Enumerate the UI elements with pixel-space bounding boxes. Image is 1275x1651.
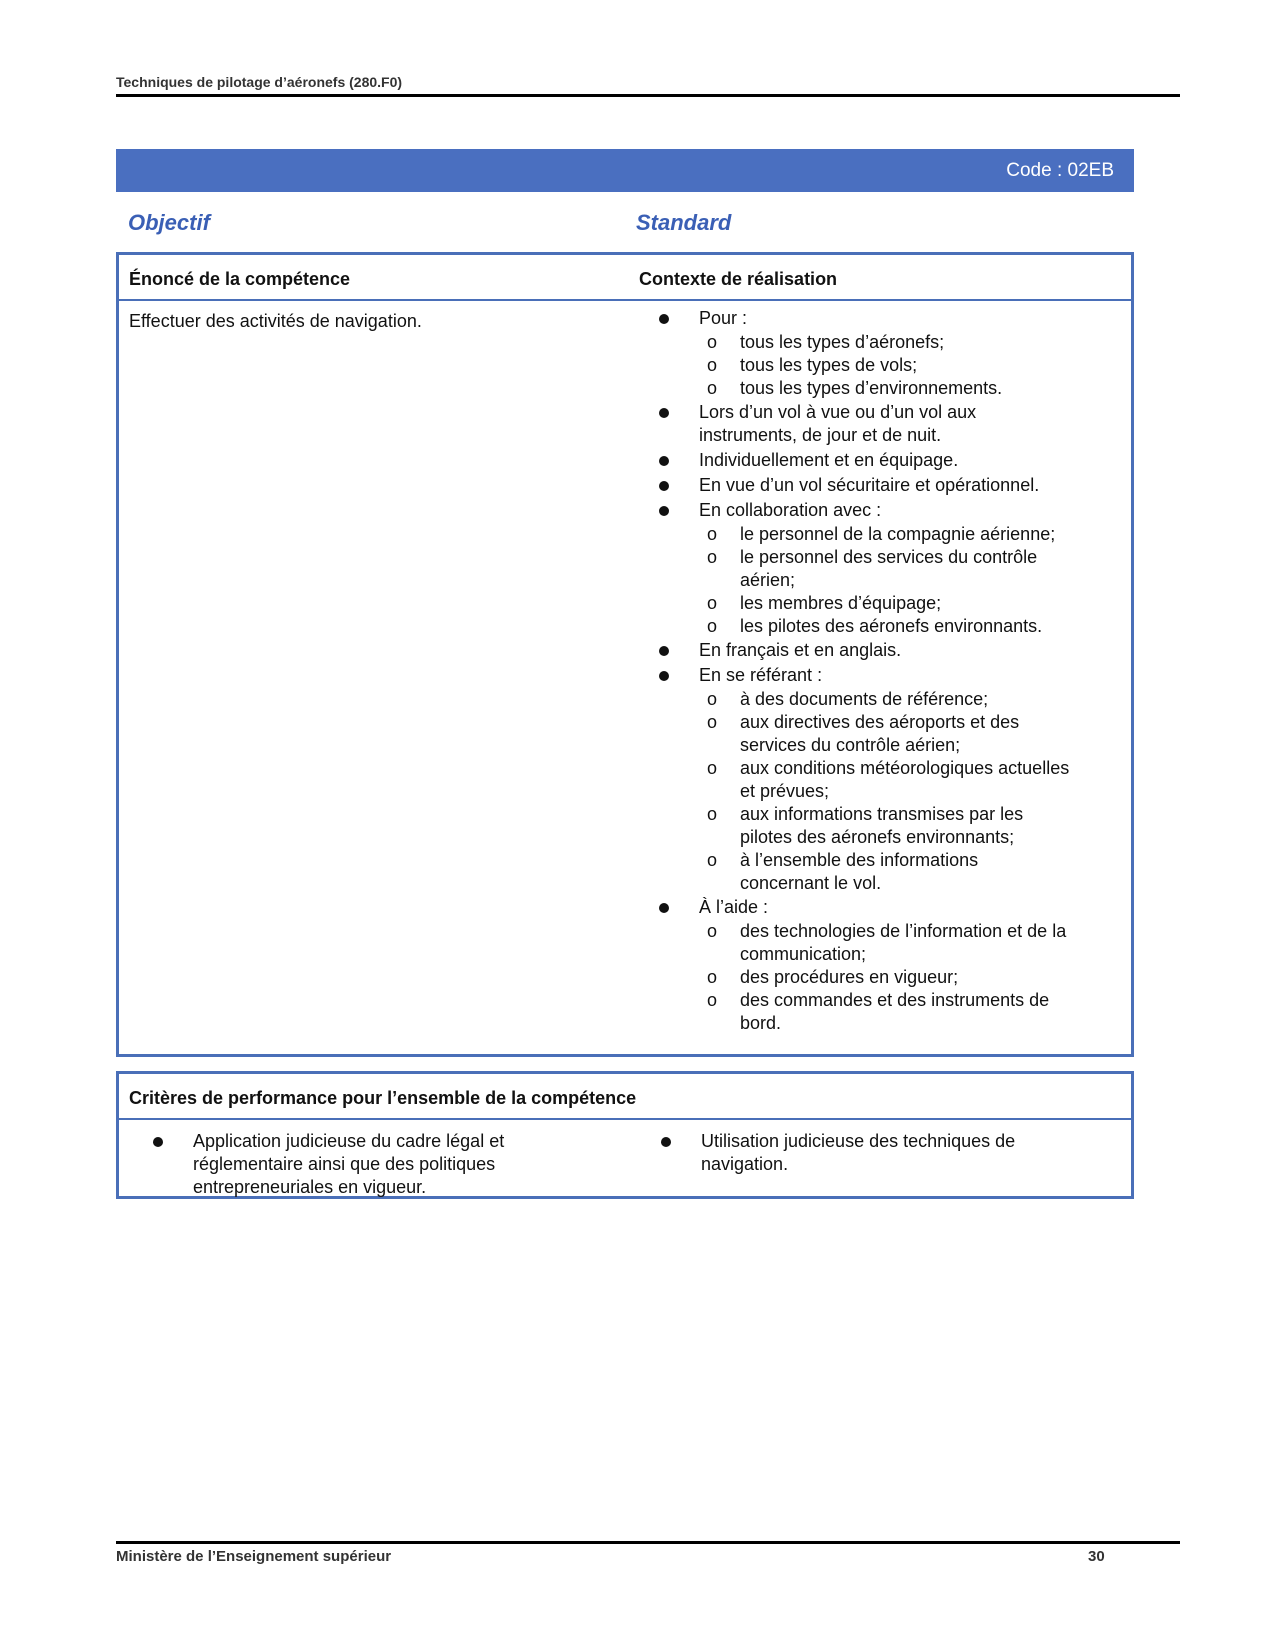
contexte-subitem: des procédures en vigueur; <box>740 967 959 987</box>
footer-rule <box>116 1541 1180 1544</box>
contexte-subitem: bord. <box>740 1013 782 1033</box>
enonce-text: Effectuer des activités de navigation. <box>129 311 422 331</box>
contexte-subitem: tous les types d’environnements. <box>740 378 1003 398</box>
criteres-header-row <box>119 1074 1131 1120</box>
sub-bullet-icon: o <box>707 689 718 709</box>
critere-right-text <box>701 1130 1015 1176</box>
objectif-heading: Objectif <box>128 210 210 235</box>
contexte-subitem: communication; <box>740 944 867 964</box>
contexte-item: Pour : <box>699 308 748 328</box>
sub-bullet-icon: o <box>707 967 718 987</box>
bullet-icon <box>153 1137 163 1147</box>
contexte-subitem: à des documents de référence; <box>740 689 989 709</box>
critere-line: réglementaire ainsi que des politiques <box>193 1154 496 1174</box>
competence-header-row <box>119 255 1131 301</box>
bullet-icon <box>661 1137 671 1147</box>
sub-bullet-icon: o <box>707 712 718 732</box>
critere-line: Utilisation judicieuse des techniques de <box>701 1131 1016 1151</box>
sub-bullet-icon: o <box>707 990 718 1010</box>
sub-bullet-icon: o <box>707 524 718 544</box>
contexte-subitem: les membres d’équipage; <box>740 593 942 613</box>
bullet-icon <box>659 481 669 491</box>
criteres-header: Critères de performance pour l’ensemble de la compétence <box>129 1088 637 1108</box>
contexte-subitem: pilotes des aéronefs environnants; <box>740 827 1015 847</box>
competency-code: Code : 02EB <box>1006 160 1114 181</box>
sub-bullet-icon: o <box>707 593 718 613</box>
contexte-item: En collaboration avec : <box>699 500 882 520</box>
contexte-item: En français et en anglais. <box>699 640 902 660</box>
page-number: 30 <box>1088 1548 1105 1565</box>
header-rule <box>116 94 1180 97</box>
contexte-subitem: aux conditions météorologiques actuelles <box>740 758 1070 778</box>
contexte-subitem: aux directives des aéroports et des <box>740 712 1020 732</box>
contexte-subitem: concernant le vol. <box>740 873 882 893</box>
bullet-icon <box>659 506 669 516</box>
contexte-subitem: tous les types de vols; <box>740 355 918 375</box>
bullet-icon <box>659 456 669 466</box>
contexte-subitem: le personnel de la compagnie aérienne; <box>740 524 1056 544</box>
bullet-icon <box>659 408 669 418</box>
sub-bullet-icon: o <box>707 850 718 870</box>
contexte-subitem: services du contrôle aérien; <box>740 735 961 755</box>
sub-bullet-icon: o <box>707 378 718 398</box>
contexte-subitem: aux informations transmises par les <box>740 804 1024 824</box>
contexte-item: En vue d’un vol sécuritaire et opérationnel. <box>699 475 1040 495</box>
competence-table <box>116 252 1134 1057</box>
sub-bullet-icon: o <box>707 547 718 567</box>
document-header: Techniques de pilotage d’aéronefs (280.F0) <box>116 74 403 90</box>
critere-line: Application judicieuse du cadre légal et <box>193 1131 505 1151</box>
contexte-header: Contexte de réalisation <box>639 269 838 289</box>
bullet-icon <box>659 314 669 324</box>
enonce-header: Énoncé de la compétence <box>129 269 351 289</box>
sub-bullet-icon: o <box>707 332 718 352</box>
contexte-item: instruments, de jour et de nuit. <box>699 425 942 445</box>
sub-bullet-icon: o <box>707 804 718 824</box>
critere-line: entrepreneuriales en vigueur. <box>193 1177 427 1197</box>
contexte-subitem: les pilotes des aéronefs environnants. <box>740 616 1043 636</box>
contexte-item: En se référant : <box>699 665 823 685</box>
code-band <box>116 149 1134 192</box>
critere-line: navigation. <box>701 1154 789 1174</box>
criteres-table <box>116 1071 1134 1199</box>
sub-bullet-icon: o <box>707 758 718 778</box>
bullet-icon <box>659 646 669 656</box>
bullet-icon <box>659 903 669 913</box>
contexte-subitem: et prévues; <box>740 781 830 801</box>
contexte-subitem: à l’ensemble des informations <box>740 850 979 870</box>
contexte-item: Individuellement et en équipage. <box>699 450 959 470</box>
critere-left-text <box>193 1130 504 1199</box>
standard-heading: Standard <box>636 210 732 235</box>
sub-bullet-icon: o <box>707 616 718 636</box>
contexte-subitem: des commandes et des instruments de <box>740 990 1050 1010</box>
contexte-item: Lors d’un vol à vue ou d’un vol aux <box>699 402 977 422</box>
contexte-subitem: tous les types d’aéronefs; <box>740 332 945 352</box>
contexte-subitem: des technologies de l’information et de la <box>740 921 1067 941</box>
contexte-subitem: le personnel des services du contrôle <box>740 547 1038 567</box>
contexte-subitem: aérien; <box>740 570 796 590</box>
sub-bullet-icon: o <box>707 921 718 941</box>
footer-ministry: Ministère de l’Enseignement supérieur <box>116 1548 392 1565</box>
contexte-item: À l’aide : <box>699 897 769 917</box>
bullet-icon <box>659 671 669 681</box>
sub-bullet-icon: o <box>707 355 718 375</box>
